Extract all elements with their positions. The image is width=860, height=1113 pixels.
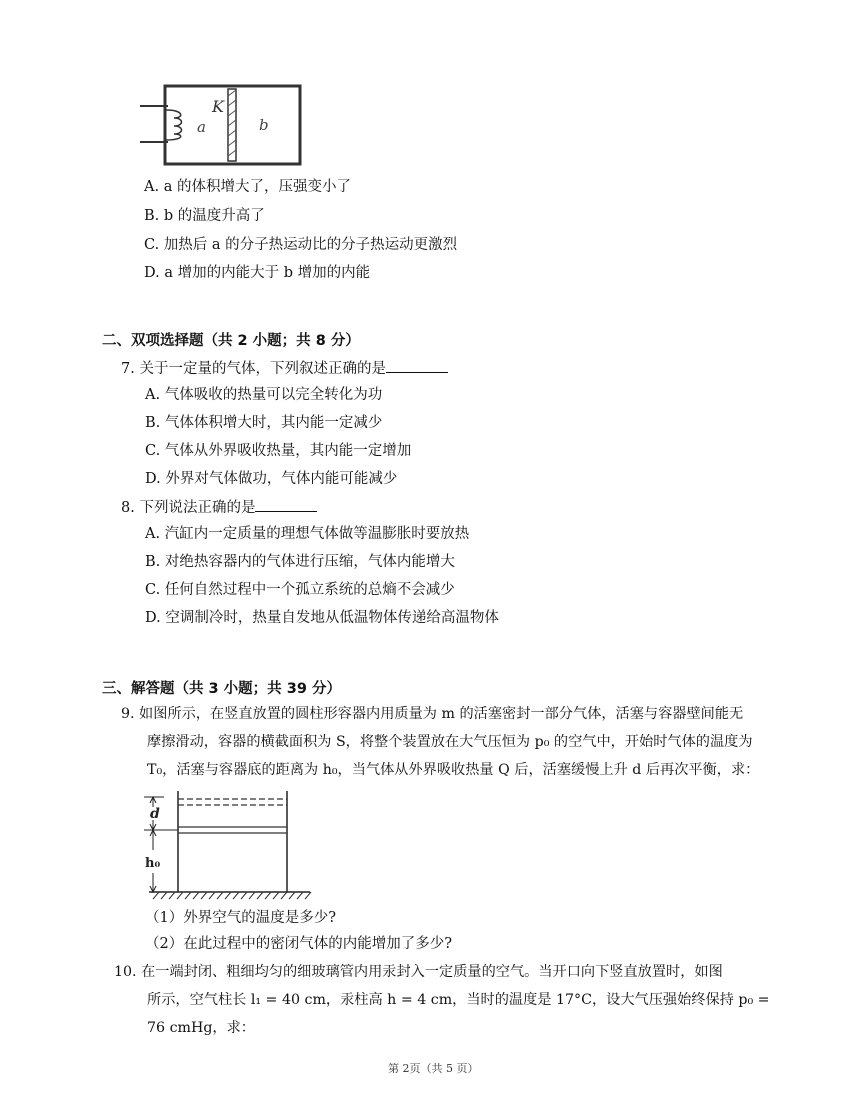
q8-option-d: D. 空调制冷时，热量自发地从低温物体传递给高温物体 <box>145 610 499 626</box>
section-2-title: 二、双项选择题（共 2 小题；共 8 分） <box>102 333 360 349</box>
q9-line-1: 9. 如图所示，在竖直放置的圆柱形容器内用质量为 m 的活塞密封一部分气体，活塞与容器壁间能无 <box>121 706 744 722</box>
q7-option-d: D. 外界对气体做功，气体内能可能减少 <box>145 471 398 487</box>
q7-option-c: C. 气体从外界吸收热量，其内能一定增加 <box>145 443 412 459</box>
q6-option-b: B. b 的温度升高了 <box>144 208 265 224</box>
q9-line-2: 摩擦滑动，容器的横截面积为 S，将整个装置放在大气压恒为 p₀ 的空气中，开始时气体的温度为 <box>147 734 753 750</box>
piston-label-k: K <box>212 97 224 116</box>
q6-option-c: C. 加热后 a 的分子热运动比的分子热运动更激烈 <box>144 237 458 253</box>
q9-figure <box>135 785 320 905</box>
page-footer: 第 2页（共 5 页） <box>388 1062 479 1075</box>
q7-answer-blank <box>386 358 448 373</box>
q9-line-3: T₀，活塞与容器底的距离为 h₀，当气体从外界吸收热量 Q 后，活塞缓慢上升 d 后再次平衡，求： <box>147 762 760 778</box>
q8-option-c: C. 任何自然过程中一个孤立系统的总熵不会减少 <box>145 582 455 598</box>
q9-sub-2: （2）在此过程中的密闭气体的内能增加了多少? <box>145 936 452 952</box>
q10-line-2: 所示，空气柱长 l₁ = 40 cm，汞柱高 h = 4 cm，当时的温度是 17°C，设大气压强始终保持 p₀ = <box>147 992 770 1008</box>
q6-figure <box>140 80 315 172</box>
q6-option-a: A. a 的体积增大了，压强变小了 <box>144 179 351 195</box>
dimension-label-h0: h₀ <box>145 856 161 871</box>
q9-sub-1: （1）外界空气的温度是多少? <box>145 910 336 926</box>
q8-option-a: A. 汽缸内一定质量的理想气体做等温膨胀时要放热 <box>145 526 470 542</box>
q6-option-d: D. a 增加的内能大于 b 增加的内能 <box>144 265 371 281</box>
dimension-label-d: d <box>150 806 160 822</box>
q7-stem-text: 7. 关于一定量的气体，下列叙述正确的是 <box>121 361 386 377</box>
section-3-title: 三、解答题（共 3 小题；共 39 分） <box>102 681 341 697</box>
q8-option-b: B. 对绝热容器内的气体进行压缩，气体内能增大 <box>145 554 455 570</box>
q7-stem <box>121 358 448 379</box>
q8-stem <box>121 497 317 518</box>
q10-line-1: 10. 在一端封闭、粗细均匀的细玻璃管内用汞封入一定质量的空气。当开口向下竖直放置时，如图 <box>114 964 723 980</box>
q7-option-a: A. 气体吸收的热量可以完全转化为功 <box>145 387 383 403</box>
q8-answer-blank <box>255 497 317 512</box>
chamber-label-a: a <box>197 118 206 136</box>
q8-stem-text: 8. 下列说法正确的是 <box>121 500 256 516</box>
q7-option-b: B. 气体体积增大时，其内能一定减少 <box>145 415 383 431</box>
q10-line-3: 76 cmHg，求： <box>147 1020 255 1036</box>
chamber-label-b: b <box>259 116 269 134</box>
